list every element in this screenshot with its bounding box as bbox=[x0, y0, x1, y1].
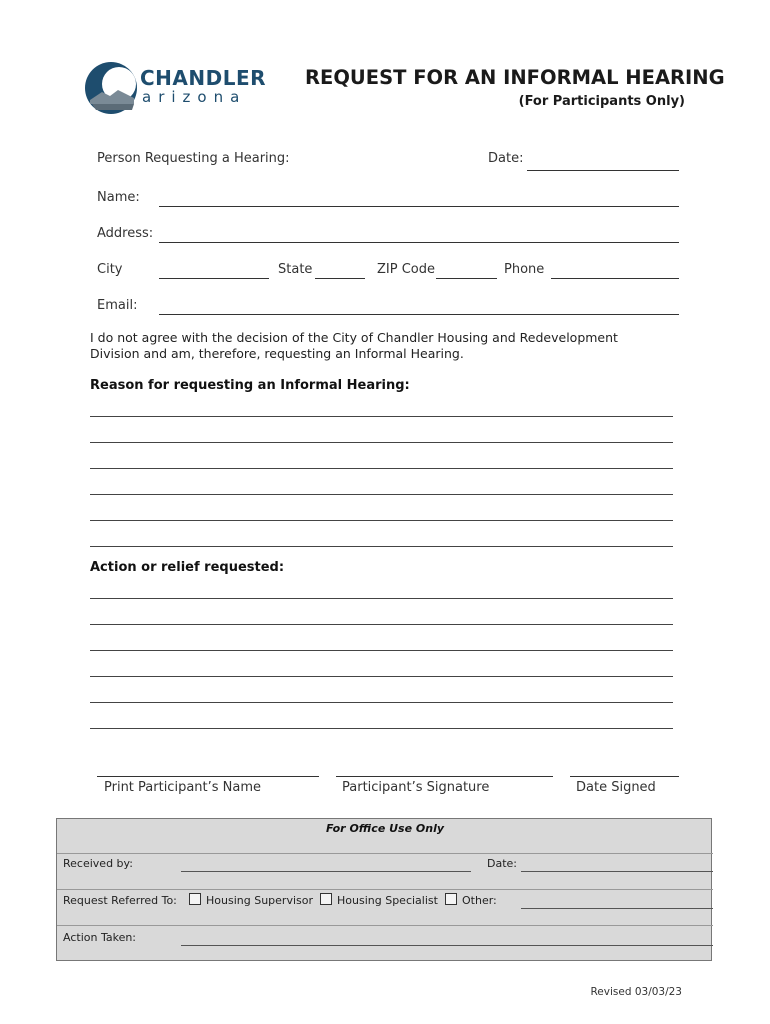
office-divider bbox=[57, 889, 713, 890]
phone-input-line[interactable] bbox=[551, 278, 679, 279]
revised-date: Revised 03/03/23 bbox=[590, 986, 682, 998]
office-date-line[interactable] bbox=[521, 871, 713, 872]
action-line[interactable] bbox=[90, 676, 673, 677]
statement-text: I do not agree with the decision of the City of Chandler Housing and Redevelopment Division and am, therefore, requesting an Informal Hearing. bbox=[90, 330, 618, 361]
action-line[interactable] bbox=[90, 598, 673, 599]
signature-line[interactable] bbox=[336, 776, 553, 777]
print-name-label: Print Participant’s Name bbox=[104, 780, 262, 795]
logo-subword: arizona bbox=[142, 88, 247, 106]
reason-line[interactable] bbox=[90, 520, 673, 521]
reason-line[interactable] bbox=[90, 494, 673, 495]
name-input-line[interactable] bbox=[159, 206, 679, 207]
person-requesting-label: Person Requesting a Hearing: bbox=[97, 151, 290, 166]
state-label: State bbox=[278, 262, 313, 277]
email-label: Email: bbox=[97, 298, 138, 313]
office-use-box bbox=[56, 818, 712, 961]
action-taken-line[interactable] bbox=[181, 945, 713, 946]
other-line[interactable] bbox=[521, 908, 713, 909]
other-label: Other: bbox=[462, 894, 497, 907]
office-divider bbox=[57, 925, 713, 926]
housing-specialist-label: Housing Specialist bbox=[337, 894, 438, 907]
phone-label: Phone bbox=[504, 262, 545, 277]
address-label: Address: bbox=[97, 226, 154, 241]
reason-line[interactable] bbox=[90, 546, 673, 547]
date-label: Date: bbox=[488, 151, 524, 166]
address-input-line[interactable] bbox=[159, 242, 679, 243]
reason-line[interactable] bbox=[90, 416, 673, 417]
form-title: REQUEST FOR AN INFORMAL HEARING bbox=[305, 66, 725, 89]
office-date-label: Date: bbox=[487, 857, 517, 870]
housing-supervisor-label: Housing Supervisor bbox=[206, 894, 313, 907]
name-label: Name: bbox=[97, 190, 140, 205]
action-taken-label: Action Taken: bbox=[63, 931, 137, 944]
date-signed-line[interactable] bbox=[570, 776, 679, 777]
logo-word: CHANDLER bbox=[140, 66, 267, 90]
housing-specialist-checkbox[interactable] bbox=[320, 893, 332, 905]
zip-input-line[interactable] bbox=[436, 278, 497, 279]
housing-supervisor-checkbox[interactable] bbox=[189, 893, 201, 905]
received-by-line[interactable] bbox=[181, 871, 471, 872]
action-line[interactable] bbox=[90, 702, 673, 703]
other-checkbox[interactable] bbox=[445, 893, 457, 905]
form-subtitle: (For Participants Only) bbox=[518, 94, 685, 109]
chandler-logo-icon bbox=[84, 60, 144, 116]
city-label: City bbox=[97, 262, 123, 277]
email-input-line[interactable] bbox=[159, 314, 679, 315]
print-name-line[interactable] bbox=[97, 776, 319, 777]
action-heading: Action or relief requested: bbox=[90, 560, 285, 575]
received-by-label: Received by: bbox=[63, 857, 133, 870]
zip-label: ZIP Code bbox=[377, 262, 435, 277]
referred-to-label: Request Referred To: bbox=[63, 894, 177, 907]
action-line[interactable] bbox=[90, 728, 673, 729]
reason-line[interactable] bbox=[90, 442, 673, 443]
action-line[interactable] bbox=[90, 624, 673, 625]
state-input-line[interactable] bbox=[315, 278, 365, 279]
office-use-title: For Office Use Only bbox=[325, 822, 445, 835]
office-divider bbox=[57, 853, 713, 854]
date-signed-label: Date Signed bbox=[576, 780, 656, 795]
reason-line[interactable] bbox=[90, 468, 673, 469]
date-input-line[interactable] bbox=[527, 170, 679, 171]
city-input-line[interactable] bbox=[159, 278, 269, 279]
reason-heading: Reason for requesting an Informal Hearing: bbox=[90, 378, 410, 393]
signature-label: Participant’s Signature bbox=[342, 780, 490, 795]
action-line[interactable] bbox=[90, 650, 673, 651]
